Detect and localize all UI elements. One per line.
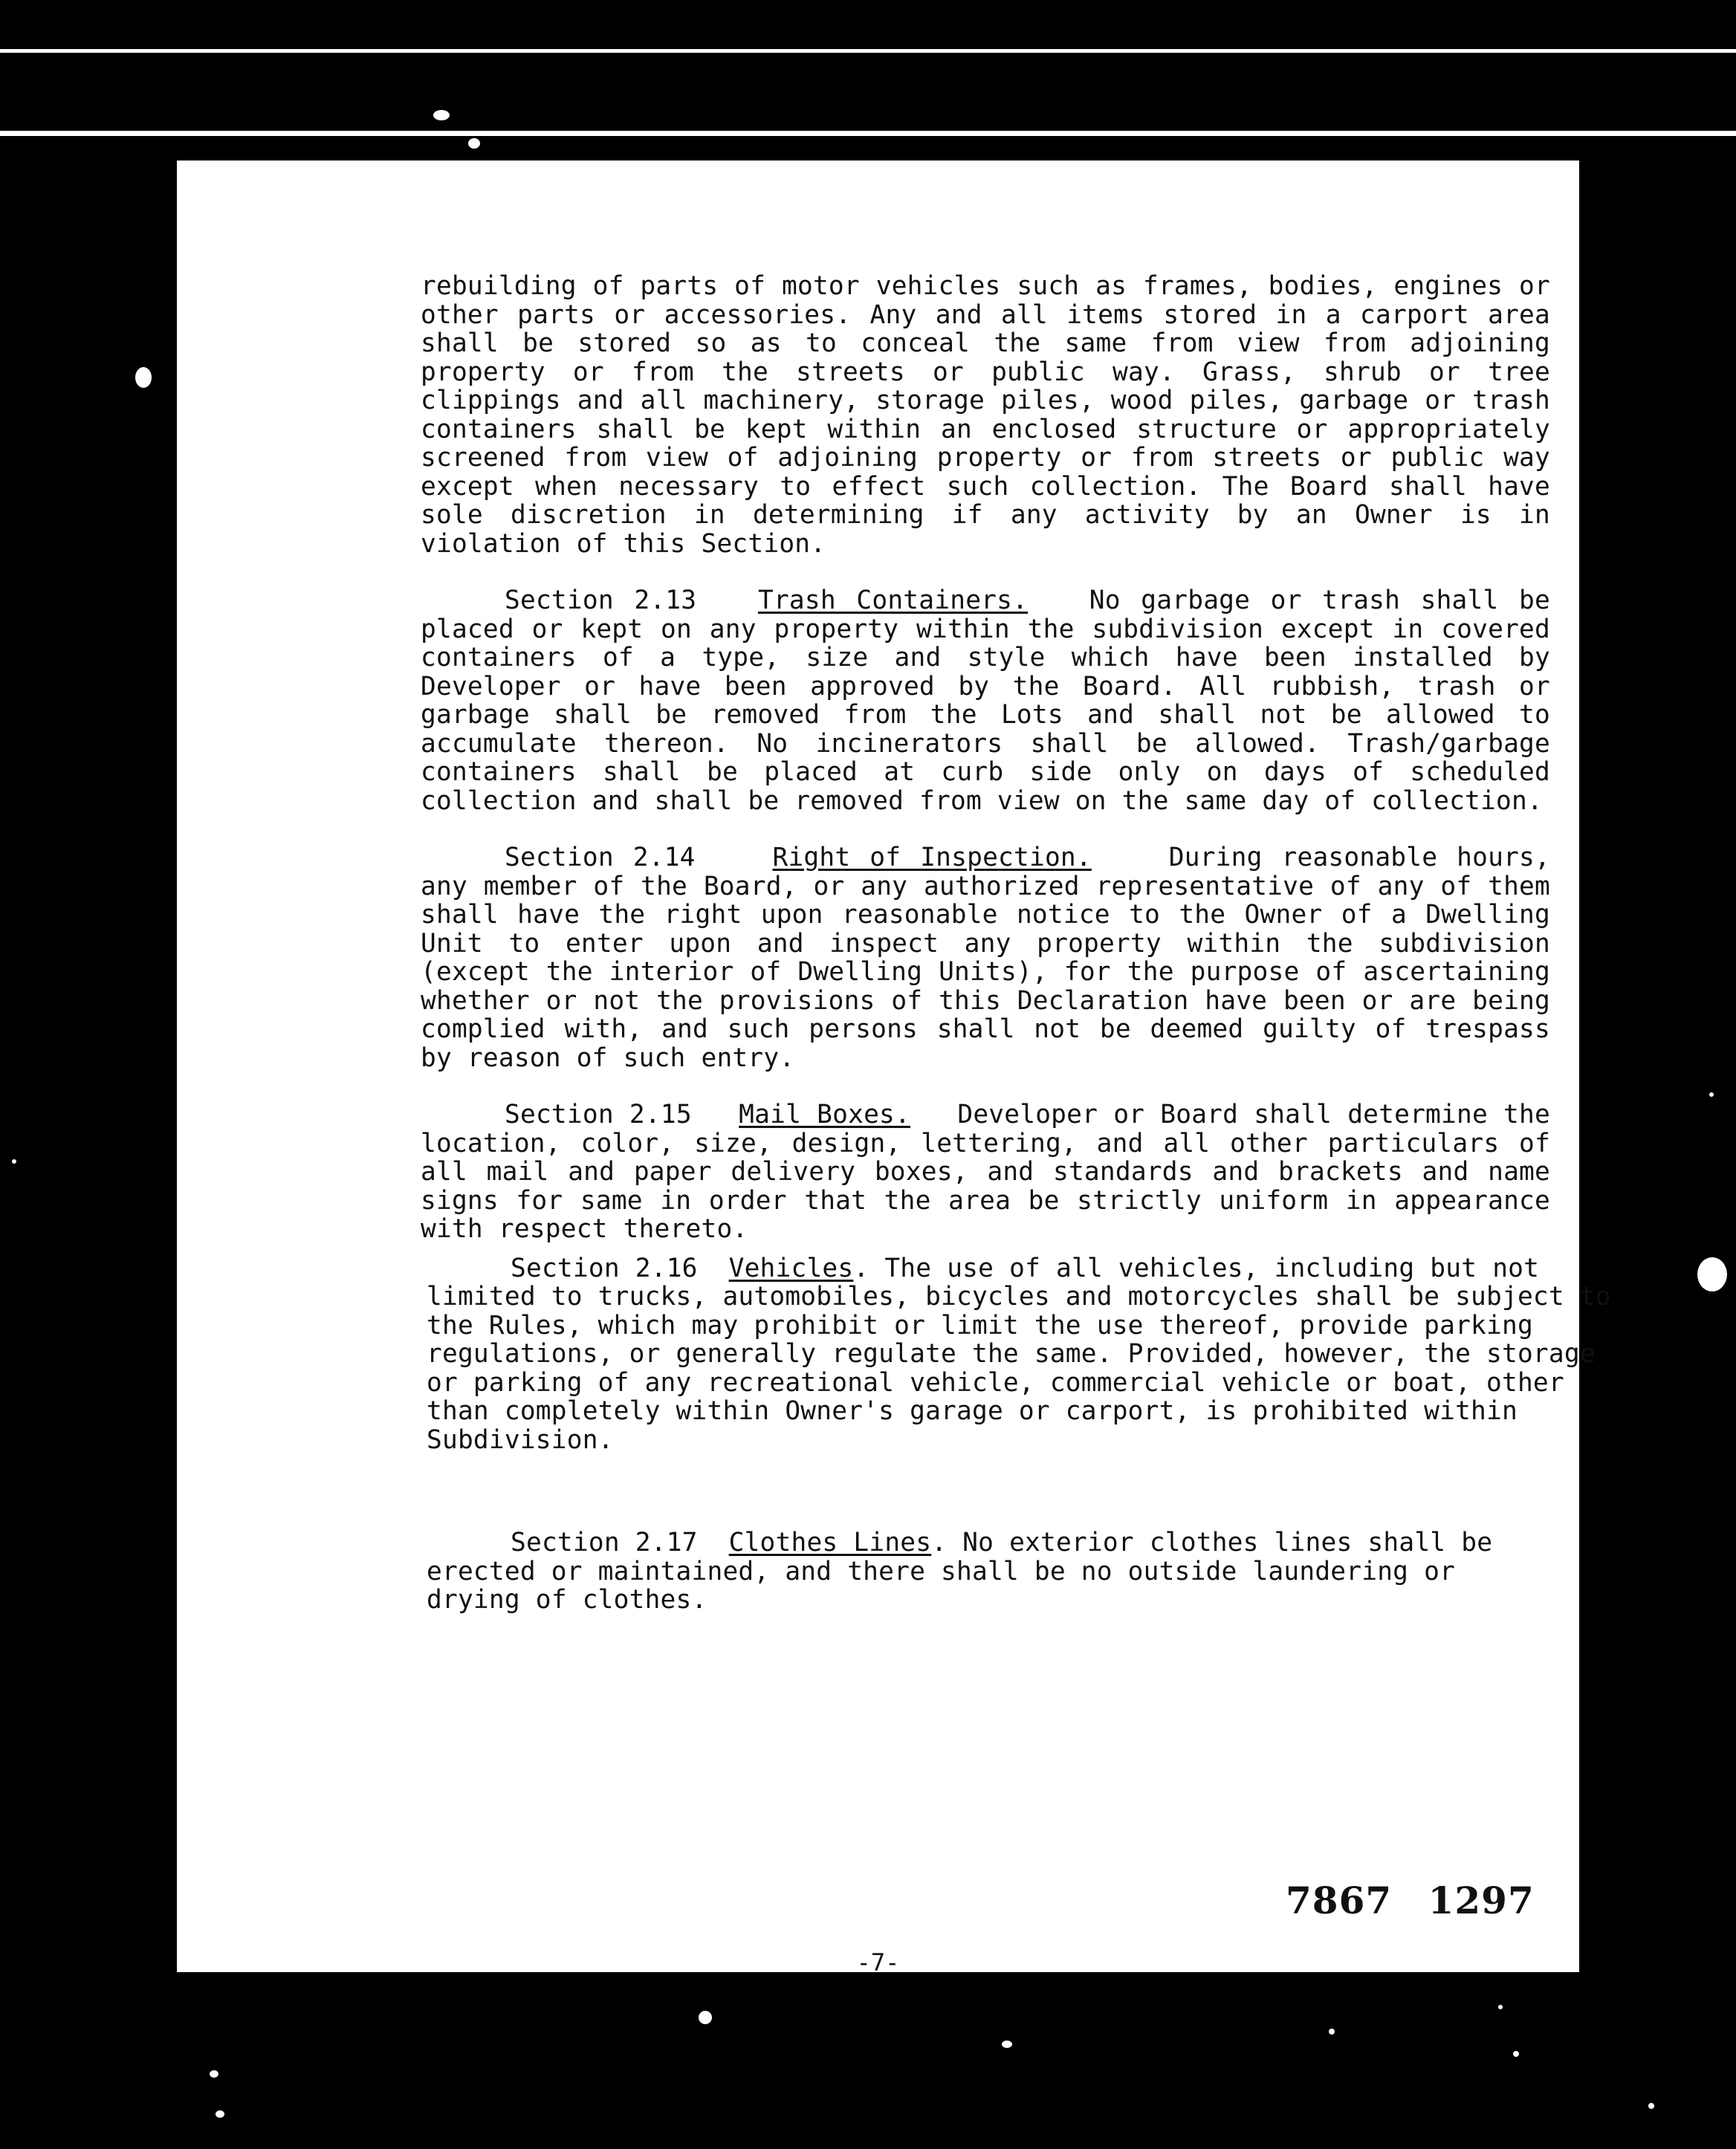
section-number: Section 2.16 (511, 1253, 698, 1283)
record-number: 7867 1297 (1286, 1879, 1535, 1922)
section-title: Mail Boxes. (739, 1100, 910, 1129)
intro-paragraph: rebuilding of parts of motor vehicles such as frames, bodies, engines or other parts or accessories. Any and all items stored in a carport area shall be stored so as to conceal the same from view from adjoining property or from the streets or public way. Grass, shrub or tree clippings and all machinery, storage piles, wood piles, garbage or trash containers shall be kept within an enclosed structure or appropriately screened from view of adjoining property or from streets or public way except when necessary to effect such collection. The Board shall have sole discretion in determining if any activity by an Owner is in violation of this Section. (421, 271, 1550, 559)
scan-speck (135, 367, 152, 388)
section-title: Right of Inspection. (772, 843, 1092, 872)
section-2-16 (427, 1254, 1616, 1455)
scan-speck (699, 2011, 712, 2024)
section-2-13 (421, 586, 1550, 815)
scan-line-top (0, 49, 1736, 53)
section-body: During reasonable hours, any member of the Board, or any authorized representative of any of them shall have the right upon reasonable notice to the Owner of a Dwelling Unit to enter upon and inspect any property within the subdivision (except the interior of Dwelling Units), for the purpose of ascertaining whether or not the provisions of this Declaration have been or are being complied with, and such persons shall not be deemed guilty of trespass by reason of such entry. (421, 843, 1550, 1073)
section-2-14 (421, 843, 1550, 1072)
scan-speck (1002, 2041, 1012, 2048)
page-number: -7- (856, 1948, 900, 1977)
section-title: Clothes Lines (728, 1528, 932, 1558)
document-body (421, 271, 1611, 1643)
scan-speck (1329, 2029, 1335, 2035)
section-title: Trash Containers. (757, 586, 1029, 615)
section-body: . No exterior clothes lines shall be erected or maintained, and there shall be no outside laundering or drying of clothes. (427, 1528, 1493, 1615)
scan-speck (1709, 1092, 1714, 1097)
scan-line-bottom (0, 131, 1736, 136)
section-2-15 (421, 1101, 1550, 1244)
scan-speck (468, 138, 480, 149)
scan-speck (1697, 1257, 1727, 1291)
section-title: Vehicles (728, 1253, 854, 1283)
section-body: Developer or Board shall determine the location, color, size, design, lettering, and all other particulars of all mail and paper delivery boxes, and standards and brackets and name signs for same in order that the area be strictly uniform in appearance with respect thereto. (421, 1100, 1550, 1244)
scan-speck (12, 1159, 16, 1164)
scan-speck (433, 110, 450, 120)
scan-speck (210, 2070, 218, 2078)
section-2-17 (427, 1529, 1512, 1615)
section-number: Section 2.13 (505, 586, 697, 615)
section-body: . The use of all vehicles, including but not limited to trucks, automobiles, bicycles and motorcycles shall be subject to the Rules, which may prohibit or limit the use thereof, provide parking regulations, or generally regulate the same. Provided, however, the storage or parking of any recreational vehicle, commercial vehicle or boat, other than completely within Owner's garage or carport, is prohibited within Subdivision. (427, 1253, 1611, 1455)
section-number: Section 2.15 (505, 1100, 692, 1129)
scan-speck (1498, 2005, 1503, 2009)
section-body: No garbage or trash shall be placed or kept on any property within the subdivision except in covered containers of a type, size and style which have been installed by Developer or have been approved by the Board. All rubbish, trash or garbage shall be removed from the Lots and shall not be allowed to accumulate thereon. No incinerators shall be allowed. Trash/garbage containers shall be placed at curb side only on days of scheduled collection and shall be removed from view on the same day of collection. (421, 586, 1550, 816)
document-page (177, 161, 1611, 1977)
scan-speck (1513, 2051, 1519, 2057)
scan-speck (216, 2110, 224, 2118)
section-number: Section 2.17 (511, 1528, 698, 1558)
scan-speck (1648, 2103, 1654, 2109)
section-number: Section 2.14 (505, 843, 696, 872)
